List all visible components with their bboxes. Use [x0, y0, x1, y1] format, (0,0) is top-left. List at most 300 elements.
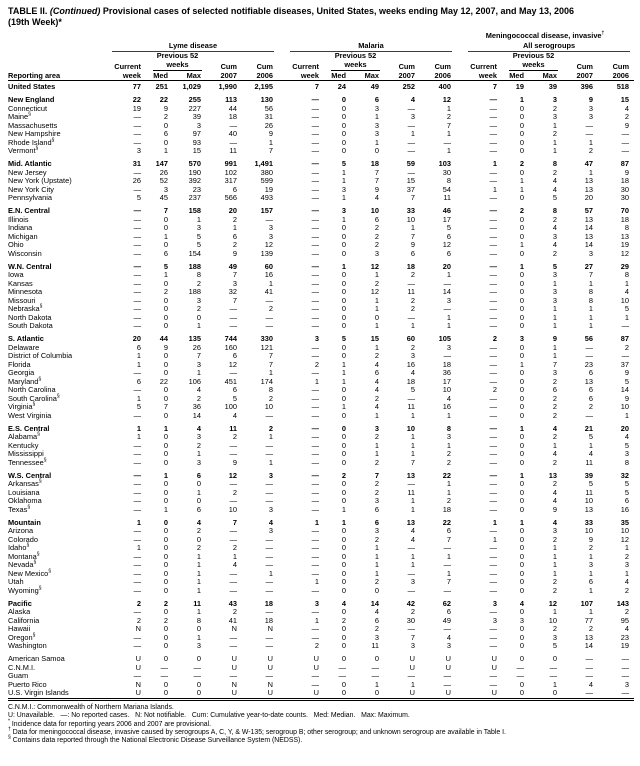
- table-foot: [8, 698, 634, 701]
- value-cell: 0: [341, 440, 346, 450]
- value-cell: —: [229, 120, 237, 130]
- value-cell: —: [489, 568, 497, 578]
- value-cell: N: [135, 624, 141, 633]
- value-cell: —: [407, 146, 415, 155]
- value-cell: 1: [232, 551, 237, 561]
- value-cell: 7: [552, 359, 557, 369]
- area-cell: Guam: [8, 671, 29, 680]
- area-cell: West Virginia: [8, 410, 52, 420]
- value-cell: 0: [374, 312, 379, 322]
- value-cell: 1: [624, 568, 630, 578]
- table-row: [8, 587, 634, 596]
- value-cell: 1: [492, 517, 497, 527]
- value-cell: 6: [588, 385, 593, 394]
- value-cell: —: [133, 287, 141, 296]
- value-cell: 1: [374, 342, 379, 352]
- value-cell: 0: [341, 551, 346, 561]
- value-cell: 4: [341, 598, 346, 608]
- value-cell: 1: [410, 321, 415, 330]
- value-cell: —: [311, 206, 319, 215]
- value-cell: 6: [624, 496, 630, 505]
- disease-table: [8, 32, 634, 701]
- value-cell: 4: [519, 598, 524, 608]
- area-cell: Rhode Island§: [8, 137, 55, 147]
- value-cell: 0: [519, 295, 524, 305]
- value-cell: —: [621, 137, 630, 147]
- value-cell: —: [311, 167, 319, 177]
- value-cell: —: [489, 624, 497, 633]
- value-cell: —: [489, 479, 497, 488]
- area-cell: E.S. Central: [8, 423, 50, 433]
- value-cell: 160: [224, 342, 237, 352]
- value-cell: 0: [519, 129, 524, 138]
- area-cell: Alaska: [8, 607, 31, 616]
- value-cell: 2: [624, 551, 630, 561]
- value-cell: 26: [264, 120, 273, 130]
- value-cell: —: [311, 351, 319, 360]
- value-cell: 130: [260, 95, 273, 104]
- value-cell: —: [443, 137, 451, 147]
- area-cell: New York City: [8, 184, 55, 194]
- value-cell: 6: [374, 615, 379, 625]
- value-cell: 3: [588, 248, 593, 258]
- value-cell: 7: [374, 167, 379, 177]
- value-cell: 158: [188, 206, 201, 215]
- value-cell: —: [311, 479, 319, 488]
- value-cell: 2: [552, 624, 557, 633]
- value-cell: 0: [519, 560, 524, 569]
- value-cell: —: [311, 560, 319, 569]
- value-cell: —: [443, 585, 451, 595]
- value-cell: 87: [620, 159, 630, 168]
- value-cell: 0: [163, 641, 168, 650]
- value-cell: —: [407, 393, 415, 403]
- value-cell: —: [489, 103, 497, 113]
- value-cell: 15: [370, 334, 379, 343]
- value-cell: 20: [442, 261, 451, 271]
- value-cell: 0: [341, 624, 346, 633]
- value-cell: 0: [519, 376, 524, 386]
- value-cell: 451: [224, 376, 237, 386]
- area-cell: Missouri: [8, 295, 36, 305]
- value-cell: —: [311, 223, 319, 232]
- value-cell: 30: [620, 193, 630, 202]
- value-cell: 0: [163, 359, 168, 369]
- value-cell: 30: [406, 615, 415, 625]
- value-cell: 2: [341, 615, 346, 625]
- value-cell: 2: [552, 479, 557, 488]
- value-cell: 0: [163, 457, 168, 467]
- value-cell: 11: [193, 598, 201, 608]
- value-cell: 17: [442, 376, 451, 386]
- value-cell: 1: [341, 504, 346, 514]
- value-cell: 3: [196, 223, 201, 232]
- value-cell: 1: [196, 585, 201, 595]
- value-cell: 1: [588, 137, 593, 147]
- table-row: [8, 271, 634, 280]
- value-cell: 1: [163, 423, 168, 433]
- value-cell: 2: [196, 526, 201, 535]
- value-cell: 0: [163, 526, 168, 535]
- value-cell: 0: [341, 270, 346, 279]
- value-cell: 37: [406, 184, 415, 194]
- value-cell: 7: [232, 295, 237, 305]
- value-cell: —: [489, 402, 497, 411]
- value-cell: 2: [492, 385, 497, 394]
- value-cell: 0: [341, 526, 346, 535]
- value-cell: 4: [232, 410, 237, 420]
- value-cell: —: [489, 193, 497, 202]
- value-cell: 0: [341, 577, 346, 586]
- table-row: [8, 344, 634, 353]
- value-cell: 0: [341, 240, 346, 249]
- value-cell: 3: [314, 598, 319, 608]
- value-cell: 10: [442, 385, 451, 394]
- value-cell: 0: [341, 95, 346, 104]
- value-cell: 46: [442, 206, 451, 215]
- value-cell: 9: [624, 368, 630, 377]
- value-cell: 2: [374, 479, 379, 488]
- value-cell: 7: [410, 231, 415, 241]
- value-cell: 102: [224, 167, 237, 177]
- value-cell: 1: [341, 167, 346, 177]
- value-cell: 2: [519, 206, 524, 215]
- value-cell: —: [489, 679, 497, 689]
- value-cell: —: [407, 479, 415, 488]
- value-cell: 10: [228, 504, 237, 514]
- value-cell: 4: [624, 577, 630, 586]
- value-cell: —: [311, 671, 319, 680]
- area-cell: C.N.M.I.: [8, 662, 36, 672]
- value-cell: —: [407, 624, 415, 633]
- value-cell: —: [133, 470, 141, 480]
- value-cell: 2: [588, 402, 593, 411]
- value-cell: 1: [492, 534, 497, 544]
- value-cell: 11: [585, 487, 593, 497]
- table-row: [8, 280, 634, 289]
- value-cell: 1: [446, 479, 451, 488]
- value-cell: 9: [163, 342, 168, 352]
- value-cell: 0: [163, 568, 168, 578]
- value-cell: 0: [341, 457, 346, 467]
- value-cell: 4: [588, 679, 593, 689]
- value-cell: 0: [519, 654, 524, 663]
- value-cell: 1: [519, 184, 524, 194]
- value-cell: 0: [519, 577, 524, 586]
- value-cell: 2: [552, 410, 557, 420]
- value-cell: —: [489, 504, 497, 514]
- value-cell: 22: [159, 376, 168, 386]
- value-cell: U: [267, 688, 273, 697]
- value-cell: 22: [442, 517, 451, 527]
- value-cell: 1: [588, 278, 593, 288]
- value-cell: 3: [624, 449, 630, 458]
- table-row: [8, 216, 634, 225]
- value-cell: 1: [196, 487, 201, 497]
- value-cell: 13: [548, 470, 557, 480]
- table-row: [8, 361, 634, 370]
- value-cell: 2: [624, 585, 630, 595]
- value-cell: 1: [196, 632, 201, 642]
- value-cell: 2: [552, 167, 557, 177]
- value-cell: 1: [446, 440, 451, 450]
- value-cell: 1: [446, 129, 451, 138]
- column-header-current-week: Current week: [470, 62, 497, 80]
- value-cell: 3: [374, 496, 379, 505]
- value-cell: 4: [552, 423, 557, 433]
- value-cell: 2: [552, 457, 557, 467]
- value-cell: —: [371, 662, 379, 672]
- value-cell: —: [311, 534, 319, 544]
- value-cell: —: [133, 385, 141, 394]
- value-cell: —: [311, 112, 319, 121]
- value-cell: —: [133, 295, 141, 305]
- value-cell: 518: [616, 82, 630, 91]
- value-cell: 1: [552, 321, 557, 330]
- value-cell: 4: [624, 103, 630, 113]
- value-cell: 0: [374, 585, 379, 595]
- value-cell: 1: [374, 321, 379, 330]
- value-cell: 3: [624, 560, 630, 569]
- value-cell: 32: [228, 287, 237, 296]
- value-cell: 0: [519, 504, 524, 514]
- value-cell: 8: [624, 457, 630, 467]
- value-cell: 3: [268, 526, 273, 535]
- value-cell: —: [311, 270, 319, 279]
- area-cell: Mississippi: [8, 449, 44, 458]
- value-cell: 0: [163, 351, 168, 360]
- value-cell: 3: [552, 231, 557, 241]
- value-cell: —: [311, 526, 319, 535]
- value-cell: 1: [588, 304, 593, 313]
- value-cell: —: [407, 167, 415, 177]
- value-cell: —: [621, 146, 630, 155]
- value-cell: 0: [196, 479, 201, 488]
- table-row: [8, 608, 634, 617]
- value-cell: N: [267, 624, 273, 633]
- value-cell: 0: [163, 223, 168, 232]
- area-cell: Illinois: [8, 214, 29, 224]
- value-cell: 0: [163, 585, 168, 595]
- value-cell: 7: [446, 577, 451, 586]
- value-cell: 1: [588, 167, 593, 177]
- value-cell: 0: [374, 146, 379, 155]
- value-cell: —: [407, 585, 415, 595]
- value-cell: 87: [620, 334, 630, 343]
- value-cell: 5: [624, 479, 630, 488]
- value-cell: 15: [406, 176, 415, 185]
- value-cell: 2: [552, 534, 557, 544]
- value-cell: 1: [196, 577, 201, 586]
- value-cell: 0: [519, 248, 524, 258]
- value-cell: 1: [196, 321, 201, 330]
- value-cell: 5: [552, 193, 557, 202]
- value-cell: —: [311, 278, 319, 288]
- value-cell: 7: [374, 176, 379, 185]
- value-cell: 52: [159, 176, 168, 185]
- value-cell: 2: [446, 112, 451, 121]
- value-cell: 6: [163, 129, 168, 138]
- value-cell: 2: [552, 585, 557, 595]
- value-cell: 12: [228, 470, 237, 480]
- value-cell: 0: [341, 120, 346, 130]
- value-cell: 0: [196, 679, 201, 689]
- column-header-previous-52-weeks: Previous 52 weeks: [502, 52, 562, 72]
- table-row: [8, 386, 634, 395]
- value-cell: 0: [163, 624, 168, 633]
- value-cell: 6: [552, 385, 557, 394]
- value-cell: 2: [232, 432, 237, 441]
- group-title-lyme-disease: Lyme disease: [100, 42, 278, 53]
- value-cell: —: [585, 351, 593, 360]
- value-cell: 2: [519, 159, 524, 168]
- value-cell: 18: [442, 504, 451, 514]
- value-cell: 54: [442, 184, 451, 194]
- value-cell: N: [231, 624, 237, 633]
- value-cell: —: [338, 671, 346, 680]
- area-cell: Indiana: [8, 223, 33, 232]
- value-cell: 2: [624, 607, 630, 616]
- value-cell: 8: [446, 176, 451, 185]
- value-cell: —: [229, 321, 237, 330]
- value-cell: —: [133, 321, 141, 330]
- value-cell: 6: [374, 504, 379, 514]
- value-cell: 11: [585, 457, 593, 467]
- value-cell: 39: [548, 82, 557, 91]
- table-row: [8, 617, 634, 626]
- table-row: [8, 288, 634, 297]
- value-cell: —: [133, 214, 141, 224]
- value-cell: —: [489, 278, 497, 288]
- value-cell: 2: [136, 598, 141, 608]
- value-cell: —: [489, 214, 497, 224]
- value-cell: 0: [163, 517, 168, 527]
- value-cell: 9: [232, 457, 237, 467]
- value-cell: 0: [163, 214, 168, 224]
- value-cell: 4: [552, 184, 557, 194]
- value-cell: —: [489, 432, 497, 441]
- value-cell: —: [489, 359, 497, 369]
- value-cell: —: [311, 176, 319, 185]
- value-cell: —: [229, 137, 237, 147]
- value-cell: 121: [260, 342, 273, 352]
- value-cell: 4: [588, 449, 593, 458]
- value-cell: 12: [370, 287, 379, 296]
- value-cell: 1: [552, 560, 557, 569]
- value-cell: 0: [163, 479, 168, 488]
- value-cell: 380: [260, 167, 273, 177]
- value-cell: 6: [136, 376, 141, 386]
- value-cell: 7: [163, 206, 168, 215]
- value-cell: 23: [620, 632, 630, 642]
- value-cell: 1: [163, 504, 168, 514]
- value-cell: 6: [196, 470, 201, 480]
- value-cell: 0: [341, 432, 346, 441]
- value-cell: —: [193, 671, 201, 680]
- value-cell: 0: [163, 440, 168, 450]
- value-cell: —: [229, 449, 237, 458]
- section-footnote-mark: §: [33, 559, 37, 566]
- value-cell: —: [265, 543, 273, 552]
- value-cell: 19: [264, 184, 273, 194]
- value-cell: —: [407, 120, 415, 130]
- value-cell: 1: [163, 270, 168, 279]
- value-cell: 3: [446, 342, 451, 352]
- value-cell: —: [489, 607, 497, 616]
- value-cell: 1: [374, 568, 379, 578]
- value-cell: U: [231, 662, 237, 672]
- section-footnote-mark: §: [35, 145, 39, 152]
- area-cell: Colorado: [8, 534, 38, 544]
- value-cell: —: [489, 223, 497, 232]
- value-cell: 0: [519, 312, 524, 322]
- value-cell: —: [489, 321, 497, 330]
- reporting-area-header: Reporting area: [8, 70, 61, 80]
- area-cell: Georgia: [8, 368, 35, 377]
- value-cell: —: [133, 585, 141, 595]
- section-footnote-mark: §: [26, 542, 30, 549]
- value-cell: 12: [620, 248, 630, 258]
- value-cell: —: [407, 568, 415, 578]
- value-cell: 3: [341, 184, 346, 194]
- value-cell: 400: [438, 82, 451, 91]
- value-cell: 1: [314, 517, 319, 527]
- value-cell: 0: [341, 278, 346, 288]
- value-cell: 0: [196, 312, 201, 322]
- value-cell: 2: [552, 376, 557, 386]
- value-cell: 0: [341, 129, 346, 138]
- value-cell: 0: [341, 423, 346, 433]
- value-cell: 2: [446, 449, 451, 458]
- value-cell: 6: [374, 95, 379, 104]
- value-cell: —: [133, 184, 141, 194]
- value-cell: 8: [268, 385, 273, 394]
- value-cell: 3: [588, 112, 593, 121]
- value-cell: U: [231, 654, 237, 663]
- value-cell: 2: [624, 112, 630, 121]
- value-cell: 27: [584, 261, 593, 271]
- value-cell: 1: [552, 440, 557, 450]
- value-cell: 3: [552, 112, 557, 121]
- value-cell: 7: [588, 270, 593, 279]
- value-cell: 13: [584, 214, 593, 224]
- value-cell: —: [489, 287, 497, 296]
- value-cell: 5: [624, 440, 630, 450]
- value-cell: 77: [584, 615, 593, 625]
- value-cell: 1: [374, 679, 379, 689]
- value-cell: 1: [624, 278, 630, 288]
- value-cell: 10: [406, 214, 415, 224]
- value-cell: 4: [374, 359, 379, 369]
- table-row: [8, 224, 634, 233]
- value-cell: 43: [228, 598, 237, 608]
- value-cell: —: [133, 129, 141, 138]
- table-row: [8, 241, 634, 250]
- value-cell: 1,990: [218, 82, 237, 91]
- value-cell: —: [229, 671, 237, 680]
- area-cell: North Carolina: [8, 385, 56, 394]
- value-cell: —: [311, 551, 319, 561]
- value-cell: 3: [136, 146, 141, 155]
- value-cell: 11: [229, 146, 237, 155]
- value-cell: 0: [196, 688, 201, 697]
- value-cell: 3: [268, 223, 273, 232]
- value-cell: 0: [519, 278, 524, 288]
- value-cell: 2: [552, 129, 557, 138]
- area-cell: Massachusetts: [8, 120, 58, 130]
- value-cell: —: [133, 167, 141, 177]
- value-cell: 0: [552, 654, 557, 663]
